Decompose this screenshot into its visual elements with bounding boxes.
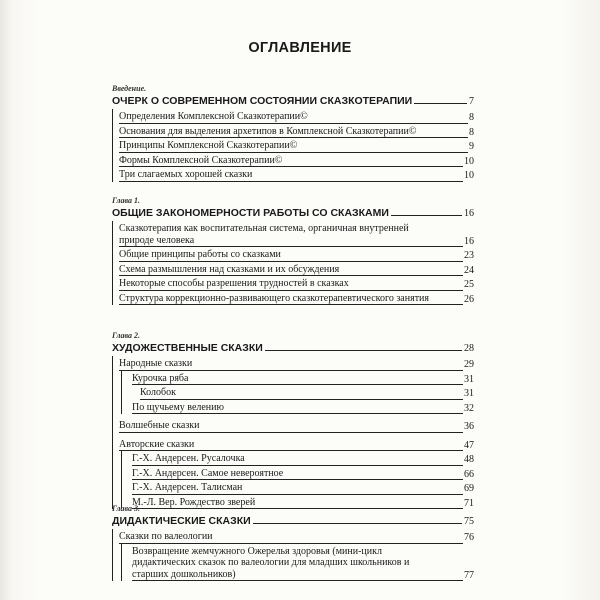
sub-entry-list	[121, 451, 474, 509]
toc-section-chapter-3	[112, 504, 474, 581]
dot-leader	[284, 479, 463, 480]
section-heading-text: ОБЩИЕ ЗАКОНОМЕРНОСТИ РАБОТЫ СО СКАЗКАМИ	[112, 207, 389, 219]
toc-subentry[interactable]	[122, 371, 474, 386]
section-page: 75	[464, 516, 474, 527]
entry-list	[112, 529, 474, 581]
entry-title: Три слагаемых хорошей сказки	[119, 169, 253, 180]
entry-title: Принципы Комплексной Сказкотерапии©	[119, 140, 298, 151]
dot-leader	[350, 290, 463, 291]
section-label: Введение.	[112, 84, 147, 93]
entry-title: Структура коррекционно-развивающего сказкотерапевтического занятия	[119, 292, 430, 304]
dot-leader	[253, 181, 463, 182]
entry-title: Волшебные сказки	[119, 420, 200, 431]
toc-entry[interactable]	[113, 221, 474, 247]
section-heading-text: ДИДАКТИЧЕСКИЕ СКАЗКИ	[112, 515, 251, 527]
toc-entry[interactable]	[113, 529, 474, 544]
entry-title: Основания для выделения архетипов в Комплексной Сказкотерапии©	[119, 125, 417, 137]
dot-leader	[195, 450, 463, 451]
section-page: 28	[464, 343, 474, 354]
entry-title: Колобок	[140, 387, 176, 398]
dot-leader	[177, 399, 463, 400]
entry-title: Схема размышления над сказками и их обсуждения	[119, 263, 340, 275]
dot-leader	[265, 350, 462, 351]
dot-leader	[440, 246, 463, 247]
entry-page: 36	[464, 421, 474, 432]
toc-subentry[interactable]	[122, 544, 474, 582]
toc-entry[interactable]	[113, 262, 474, 277]
entry-title: Авторские сказки	[119, 438, 195, 450]
toc-subentry[interactable]	[122, 480, 474, 495]
entry-title: Г.-Х. Андерсен. Талисман	[132, 482, 243, 493]
entry-page: 23	[464, 250, 474, 261]
entry-page: 48	[464, 454, 474, 465]
dot-leader	[193, 370, 463, 371]
entry-page: 32	[464, 402, 474, 414]
entry-title: Курочка ряба	[132, 372, 189, 384]
dot-leader	[309, 123, 468, 124]
section-page: 16	[464, 208, 474, 219]
entry-title: Некоторые способы разрешения трудностей в сказках	[119, 278, 349, 289]
toc-section-intro	[112, 84, 474, 182]
entry-page: 29	[464, 359, 474, 370]
dot-leader	[214, 543, 463, 544]
section-page: 7	[469, 96, 474, 107]
dot-leader	[282, 261, 463, 262]
section-heading[interactable]	[112, 206, 474, 221]
entry-title: По щучьему велению	[132, 401, 224, 413]
entry-title: Г.-Х. Андерсен. Самое невероятное	[132, 467, 284, 479]
entry-page: 31	[464, 388, 474, 399]
section-heading-text: ХУДОЖЕСТВЕННЫЕ СКАЗКИ	[112, 342, 263, 354]
toc-entry[interactable]	[113, 167, 474, 182]
toc-subentry[interactable]	[122, 466, 474, 481]
dot-leader	[391, 215, 462, 216]
dot-leader	[414, 103, 467, 104]
entry-title: М.-Л. Вер. Рождество зверей	[132, 496, 256, 508]
entry-title: Г.-Х. Андерсен. Русалочка	[132, 453, 245, 464]
toc-entry[interactable]	[113, 138, 474, 153]
entry-list	[112, 109, 474, 182]
entry-page: 9	[469, 141, 474, 152]
entry-page: 71	[464, 497, 474, 509]
toc-entry[interactable]	[113, 291, 474, 306]
entry-page: 10	[464, 170, 474, 181]
entry-page: 31	[464, 373, 474, 385]
section-label: Глава 1.	[112, 196, 141, 205]
toc-subentry[interactable]	[122, 400, 474, 415]
entry-title: Общие принципы работы со сказками	[119, 249, 281, 260]
sub-entry-list	[121, 371, 474, 415]
dot-leader	[253, 523, 462, 524]
entry-page: 66	[464, 468, 474, 480]
entry-list	[112, 221, 474, 305]
dot-leader	[246, 465, 463, 466]
toc-entry[interactable]	[113, 153, 474, 168]
dot-leader	[433, 580, 463, 581]
toc-section-chapter-1	[112, 196, 474, 305]
toc-entry[interactable]	[113, 109, 474, 124]
entry-title: Народные сказки	[119, 358, 193, 369]
entry-page: 25	[464, 279, 474, 290]
toc-subentry[interactable]	[122, 451, 474, 466]
entry-page: 16	[464, 235, 474, 247]
entry-title: Сказки по валеологии	[119, 531, 213, 542]
dot-leader	[298, 152, 468, 153]
dot-leader	[283, 166, 463, 167]
section-heading[interactable]	[112, 94, 474, 109]
dot-leader	[340, 275, 463, 276]
toc-entry[interactable]	[113, 247, 474, 262]
section-label: Глава 3.	[112, 504, 141, 513]
dot-leader	[189, 384, 463, 385]
toc-section-chapter-2	[112, 331, 474, 509]
section-heading-text: ОЧЕРК О СОВРЕМЕННОМ СОСТОЯНИИ СКАЗКОТЕРАПИИ	[112, 95, 413, 107]
entry-title: Определения Комплексной Сказкотерапии©	[119, 111, 308, 122]
page-title: ОГЛАВЛЕНИЕ	[248, 40, 352, 56]
toc-entry[interactable]	[113, 433, 474, 452]
entry-page: 8	[469, 112, 474, 123]
dot-leader	[430, 304, 463, 305]
entry-list	[112, 356, 474, 509]
sub-entry-list	[121, 544, 474, 582]
entry-page: 69	[464, 483, 474, 494]
entry-title: Сказкотерапия как воспитательная система, органичная внутренней природе человека	[119, 223, 440, 247]
entry-title: Формы Комплексной Сказкотерапии©	[119, 154, 283, 166]
entry-page: 10	[464, 155, 474, 167]
section-label: Глава 2.	[112, 331, 141, 340]
toc-entry[interactable]	[113, 356, 474, 371]
entry-page: 77	[464, 569, 474, 581]
dot-leader	[225, 413, 463, 414]
entry-title: Возвращение жемчужного Ожерелья здоровья (мини-цикл дидактических сказок по валеологии для младших школьников и старших дошкольников)	[132, 546, 433, 582]
dot-leader	[201, 432, 463, 433]
toc-entry[interactable]	[113, 124, 474, 139]
entry-page: 24	[464, 264, 474, 276]
dot-leader	[417, 137, 468, 138]
toc-subentry[interactable]	[122, 385, 474, 400]
section-heading[interactable]	[112, 514, 474, 529]
dot-leader	[243, 494, 463, 495]
entry-page: 8	[469, 126, 474, 138]
entry-page: 47	[464, 439, 474, 451]
toc-entry[interactable]	[113, 414, 474, 433]
entry-page: 76	[464, 532, 474, 543]
entry-page: 26	[464, 293, 474, 305]
toc-entry[interactable]	[113, 276, 474, 291]
section-heading[interactable]	[112, 341, 474, 356]
